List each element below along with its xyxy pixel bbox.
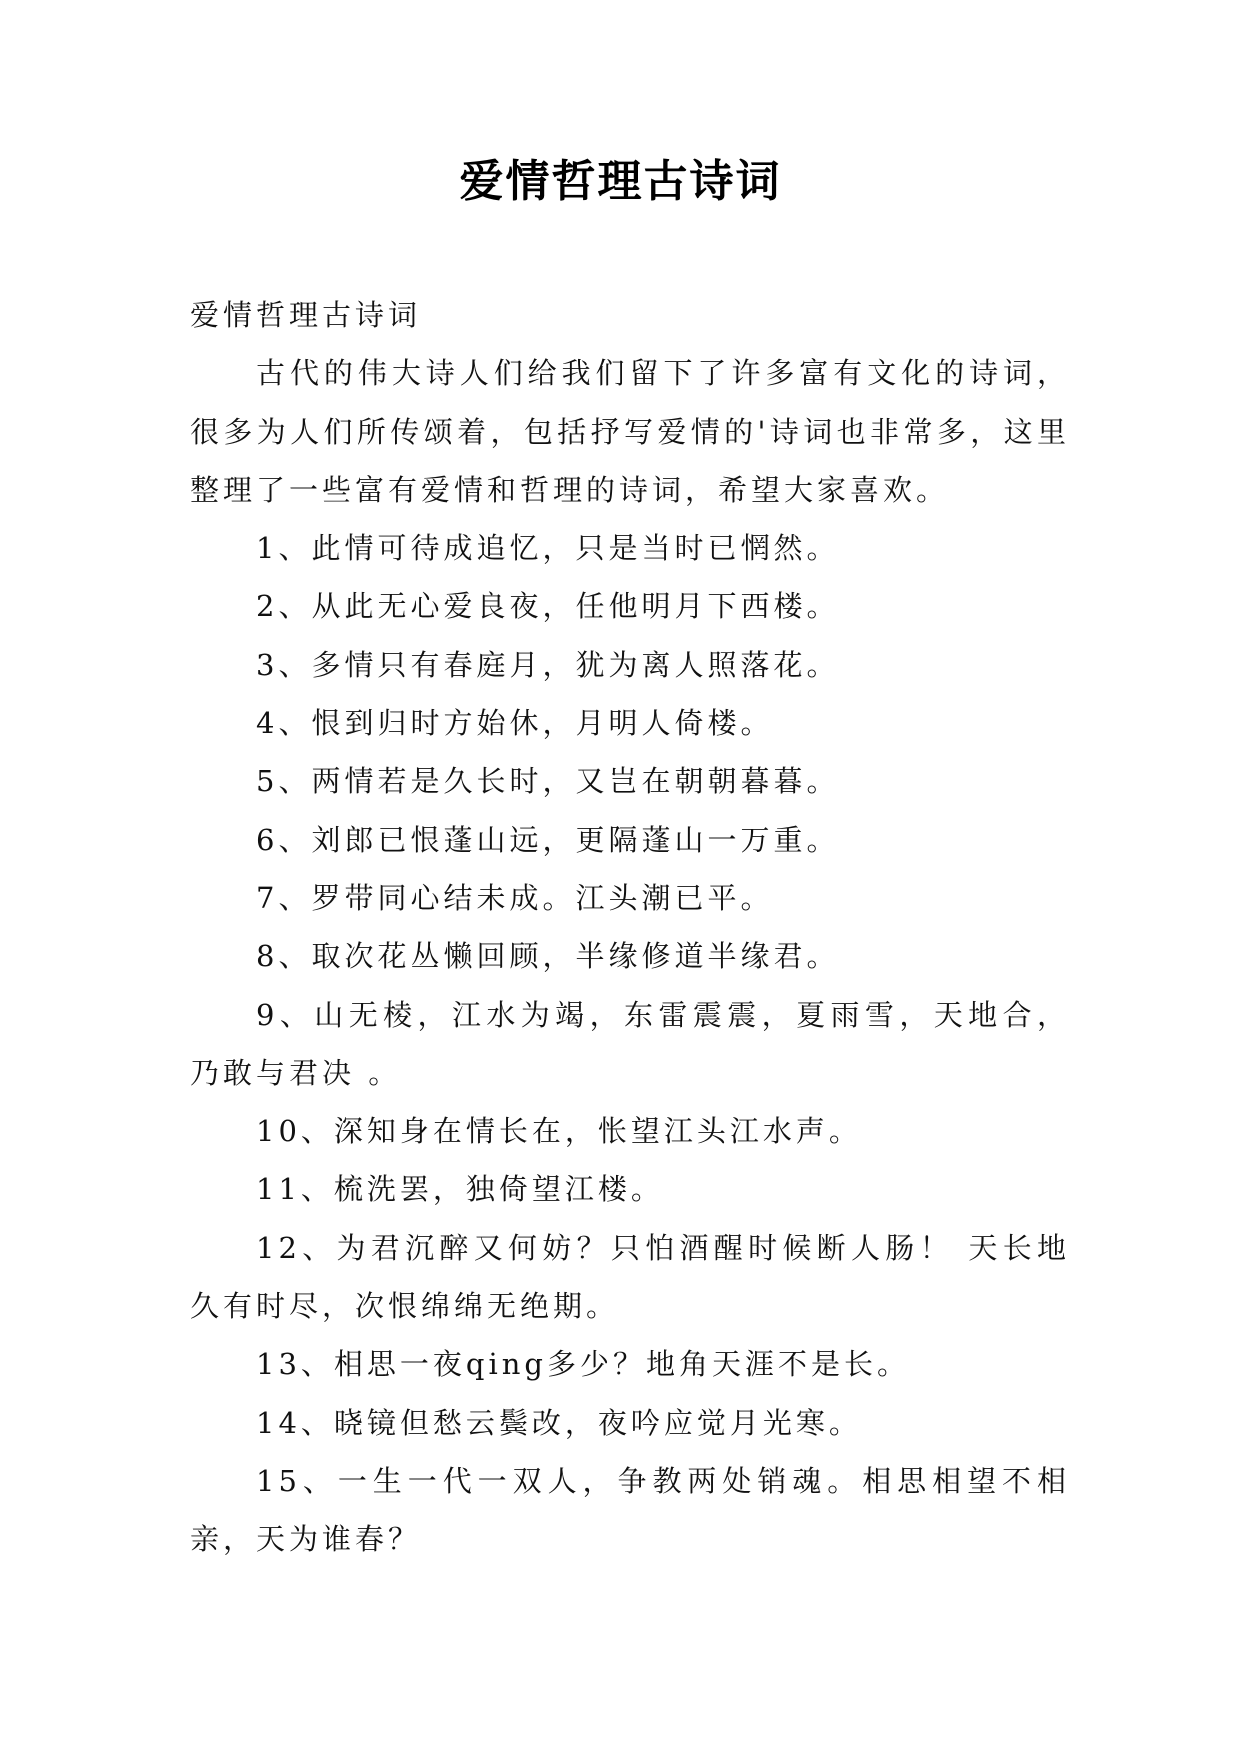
poem-line-1: 1、此情可待成追忆，只是当时已惘然。 [256, 531, 840, 566]
document-title: 爱情哲理古诗词 [459, 156, 782, 207]
poem-line-5: 5、两情若是久长时，又岂在朝朝暮暮。 [256, 764, 840, 799]
poem-line-8: 8、取次花丛懒回顾，半缘修道半缘君。 [256, 939, 840, 974]
poem-line-13: 13、相思一夜qing多少？地角天涯不是长。 [256, 1347, 910, 1382]
document-body [190, 286, 1070, 1569]
poem-line-9: 9、山无棱，江水为竭，东雷震震，夏雨雪，天地合，乃敢与君决 。 [190, 997, 1070, 1090]
poem-line-15: 15、一生一代一双人，争教两处销魂。相思相望不相亲，天为谁春？ [190, 1463, 1070, 1557]
poem-line-3: 3、多情只有春庭月，犹为离人照落花。 [256, 647, 840, 682]
document-subtitle: 爱情哲理古诗词 [190, 298, 422, 332]
poem-line-10: 10、深知身在情长在，怅望江头江水声。 [256, 1114, 862, 1149]
poem-line-2: 2、从此无心爱良夜，任他明月下西楼。 [256, 589, 840, 624]
poem-line-4: 4、恨到归时方始休，月明人倚楼。 [256, 706, 774, 741]
poem-line-7: 7、罗带同心结未成。江头潮已平。 [256, 880, 774, 915]
poem-line-12: 12、为君沉醉又何妨？只怕酒醒时候断人肠！ 天长地久有时尽，次恨绵绵无绝期。 [190, 1230, 1070, 1324]
poem-line-11: 11、梳洗罢，独倚望江楼。 [256, 1172, 664, 1207]
poem-line-6: 6、刘郎已恨蓬山远，更隔蓬山一万重。 [256, 822, 840, 857]
intro-paragraph: 古代的伟大诗人们给我们留下了许多富有文化的诗词，很多为人们所传颂着，包括抒写爱情的'诗词也非常多，这里整理了一些富有爱情和哲理的诗词，希望大家喜欢。 [190, 356, 1070, 507]
poem-line-14: 14、晓镜但愁云鬓改，夜吟应觉月光寒。 [256, 1405, 862, 1440]
